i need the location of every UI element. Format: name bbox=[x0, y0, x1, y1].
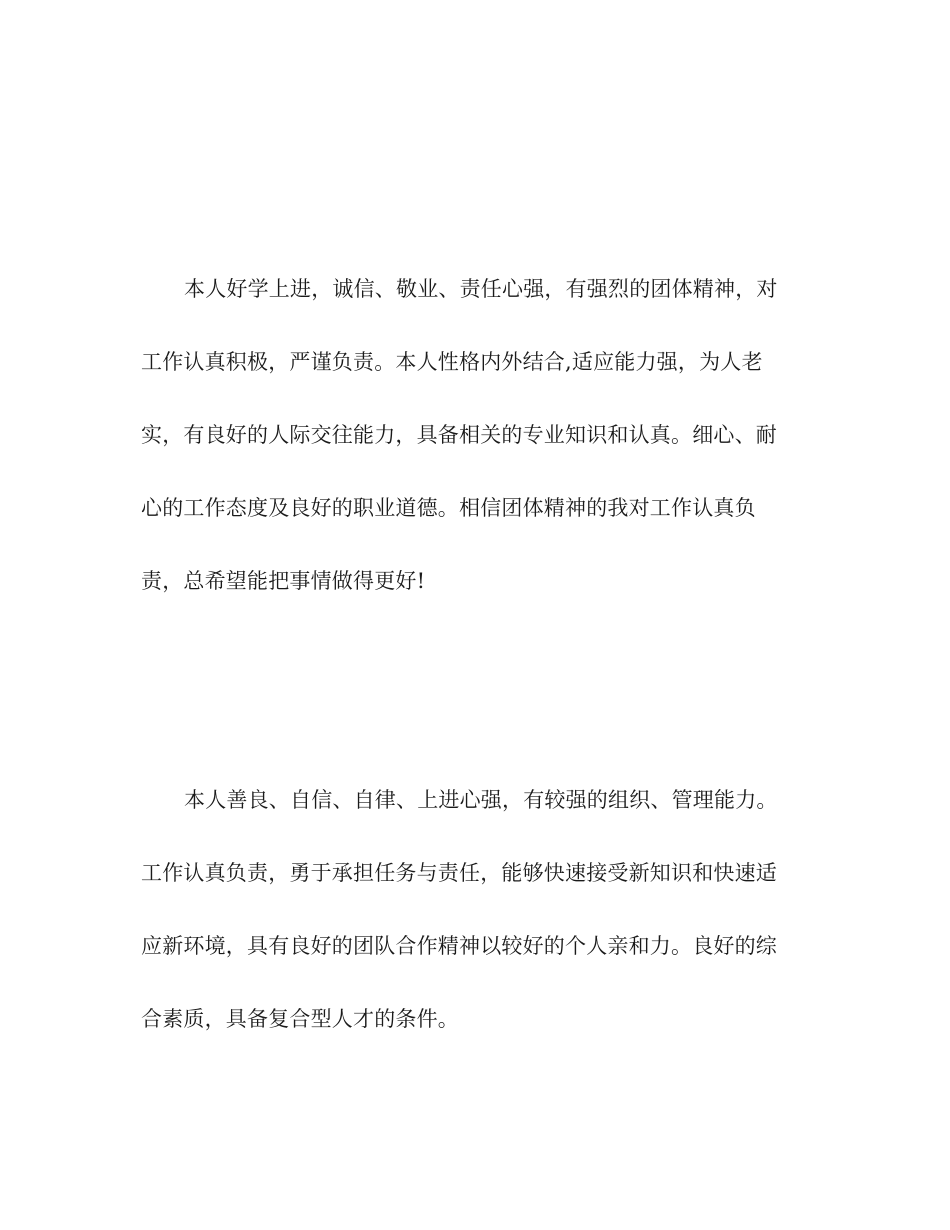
paragraph-line: 合素质，具备复合型人才的条件。 bbox=[141, 1007, 459, 1031]
paragraph-line: 心的工作态度及良好的职业道德。相信团体精神的我对工作认真负 bbox=[141, 496, 756, 520]
paragraph-line: 工作认真积极，严谨负责。本人性格内外结合,适应能力强，为人老 bbox=[141, 350, 763, 374]
paragraph-line: 本人好学上进，诚信、敬业、责任心强，有强烈的团体精神，对 bbox=[184, 277, 778, 301]
paragraph-line: 应新环境，具有良好的团队合作精神以较好的个人亲和力。良好的综 bbox=[141, 934, 777, 958]
paragraph-line: 实，有良好的人际交往能力，具备相关的专业知识和认真。细心、耐 bbox=[141, 423, 777, 447]
paragraph-line: 工作认真负责，勇于承担任务与责任，能够快速接受新知识和快速适 bbox=[141, 861, 777, 885]
paragraph-line: 本人善良、自信、自律、上进心强，有较强的组织、管理能力。 bbox=[184, 788, 778, 812]
paragraph-line: 责，总希望能把事情做得更好! bbox=[141, 569, 426, 593]
